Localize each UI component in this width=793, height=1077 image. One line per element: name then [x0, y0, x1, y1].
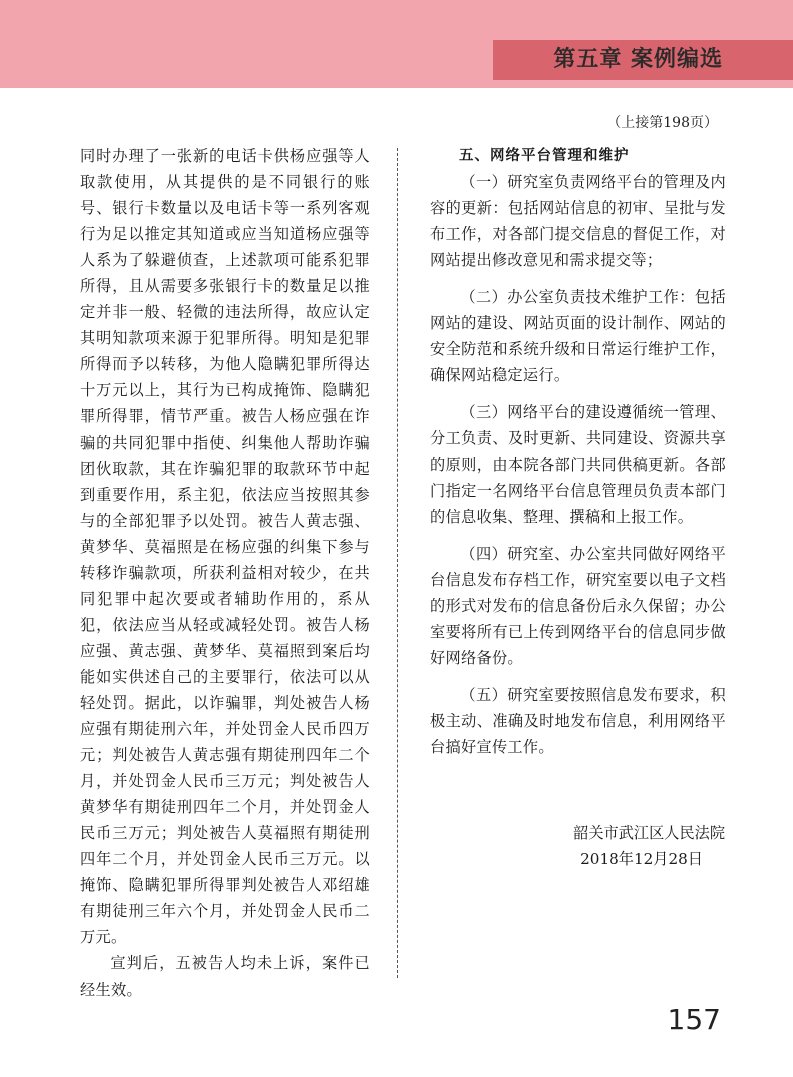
signature-date: 2018年12月28日 — [580, 850, 703, 868]
left-column — [80, 143, 370, 1003]
continued-note: （上接第198页） — [607, 115, 718, 131]
item-3: （三）网络平台的建设遵循统一管理、分工负责、及时更新、共同建设、资源共享的原则，由本院各部门共同供稿更新。各部门指定一名网络平台信息管理员负责本部门的信息收集、整理、撰稿和上报工作。 — [430, 403, 726, 526]
item-5: （五）研究室要按照信息发布要求，积极主动、准确及时地发布信息，利用网络平台搞好宣传工作。 — [430, 685, 726, 756]
left-paragraph-2: 宣判后，五被告人均未上诉，案件已经生效。 — [80, 954, 370, 999]
section-heading: 五、网络平台管理和维护 — [459, 148, 630, 164]
page-number: 157 — [667, 1003, 721, 1036]
item-2: （二）办公室负责技术维护工作：包括网站的建设、网站页面的设计制作、网站的安全防范和系统升级和日常运行维护工作，确保网站稳定运行。 — [430, 288, 726, 385]
right-column — [430, 143, 726, 760]
item-1: （一）研究室负责网络平台的管理及内容的更新：包括网站信息的初审、呈批与发布工作，对各部门提交信息的督促工作，对网站提出修改意见和需求提交等； — [430, 173, 726, 270]
signature-block — [573, 820, 725, 872]
signature-organization: 韶关市武江区人民法院 — [573, 824, 725, 842]
chapter-title: 第五章 案例编选 — [553, 47, 723, 72]
column-divider — [397, 148, 398, 978]
left-paragraph-1: 同时办理了一张新的电话卡供杨应强等人取款使用，从其提供的是不同银行的账号、银行卡数量以及电话卡等一系列客观行为足以推定其知道或应当知道杨应强等人系为了躲避侦查，上述款项可能系犯罪所得，且从需要多张银行卡的数量足以推定并非一般、轻微的违法所得，故应认定其明知款项来源于犯罪所得。明知是犯罪所得而予以转移，为他人隐瞒犯罪所得达十万元以上，其行为已构成掩饰、隐瞒犯罪所得罪，情节严重。被告人杨应强在诈骗的共同犯罪中指使、纠集他人帮助诈骗团伙取款，其在诈骗犯罪的取款环节中起到重要作用，系主犯，依法应当按照其参与的全部犯罪予以处罚。被告人黄志强、黄梦华、莫福照是在杨应强的纠集下参与转移诈骗款项，所获利益相对较少，在共同犯罪中起次要或者辅助作用的，系从犯，依法应当从轻或减轻处罚。被告人杨应强、黄志强、黄梦华、莫福照到案后均能如实供述自己的主要罪行，依法可以从轻处罚。据此，以诈骗罪，判处被告人杨应强有期徒刑六年，并处罚金人民币四万元；判处被告人黄志强有期徒刑四年二个月，并处罚金人民币三万元；判处被告人黄梦华有期徒刑四年二个月，并处罚金人民币三万元；判处被告人莫福照有期徒刑四年二个月，并处罚金人民币三万元。以掩饰、隐瞒犯罪所得罪判处被告人邓绍雄有期徒刑三年六个月，并处罚金人民币二万元。 — [80, 147, 370, 947]
item-4: （四）研究室、办公室共同做好网络平台信息发布存档工作，研究室要以电子文档的形式对发布的信息备份后永久保留；办公室要将所有已上传到网络平台的信息同步做好网络备份。 — [430, 544, 726, 667]
